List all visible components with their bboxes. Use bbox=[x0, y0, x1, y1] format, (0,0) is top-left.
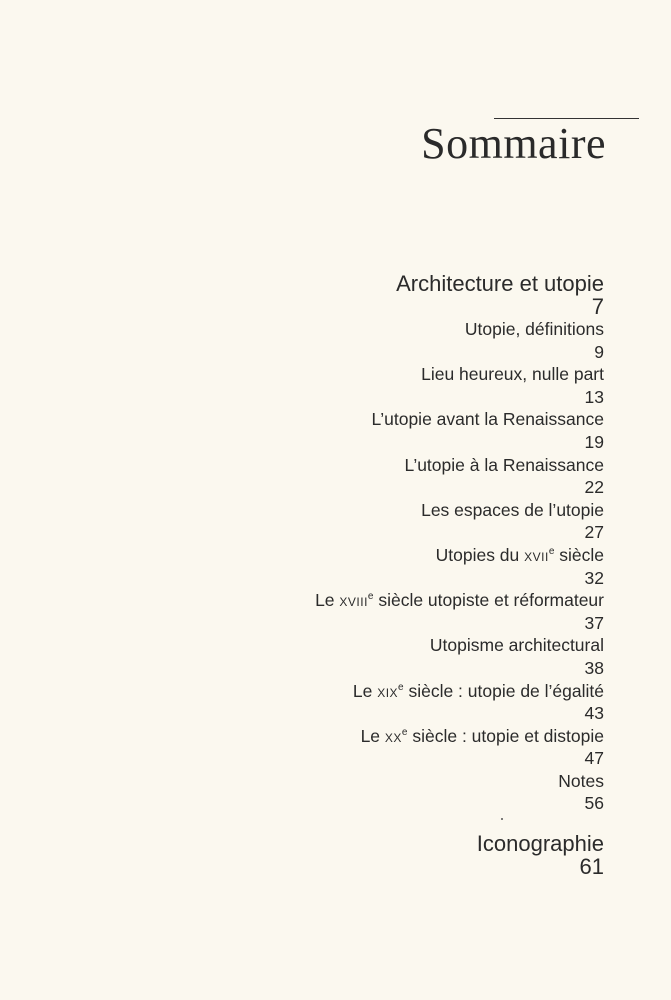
toc-entry-utopies-xviie bbox=[44, 544, 604, 589]
toc-entry-page: 38 bbox=[584, 657, 604, 678]
toc-entry-espaces-utopie bbox=[44, 499, 604, 544]
toc-entry-page: 22 bbox=[584, 477, 604, 498]
toc-label-prefix: Utopies du bbox=[435, 544, 525, 565]
toc-label-superscript: e bbox=[548, 545, 555, 557]
toc-entry-label bbox=[44, 589, 604, 612]
page-title: Sommaire bbox=[421, 119, 606, 168]
toc-entry-label: L’utopie à la Renaissance bbox=[404, 454, 604, 475]
toc-entry-architecture-et-utopie bbox=[44, 272, 604, 318]
toc-entry-page: 13 bbox=[584, 386, 604, 407]
toc-label-century: xx bbox=[384, 725, 402, 746]
print-speck bbox=[501, 818, 503, 820]
toc-label-century: xvii bbox=[524, 544, 549, 565]
toc-entry-label: Iconographie bbox=[476, 831, 604, 857]
toc-label-suffix: siècle bbox=[554, 544, 604, 565]
toc-label-suffix: siècle utopiste et réformateur bbox=[373, 590, 604, 611]
toc-entry-page: 61 bbox=[579, 854, 604, 880]
toc-label-century: xviii bbox=[339, 590, 368, 611]
toc-label-suffix: siècle : utopie de l’égalité bbox=[403, 680, 604, 701]
toc-entry-label bbox=[44, 680, 604, 703]
toc-entry-lieu-heureux bbox=[44, 363, 604, 408]
toc-entry-page: 43 bbox=[584, 703, 604, 724]
toc-entry-page: 47 bbox=[584, 748, 604, 769]
toc-label-prefix: Le bbox=[315, 590, 340, 611]
toc-entry-utopie-definitions bbox=[44, 318, 604, 363]
toc-entry-page: 7 bbox=[591, 294, 604, 319]
toc-label-suffix: siècle : utopie et distopie bbox=[407, 725, 604, 746]
toc-entry-page: 56 bbox=[584, 793, 604, 814]
toc-entry-xixe-siecle bbox=[44, 680, 604, 725]
toc-label-superscript: e bbox=[367, 591, 374, 603]
toc-entry-label: Architecture et utopie bbox=[396, 271, 604, 296]
toc-entry-utopie-avant-renaissance bbox=[44, 408, 604, 453]
toc-entry-iconographie bbox=[44, 832, 604, 878]
toc-entry-label: Utopie, définitions bbox=[464, 319, 604, 339]
toc-entry-label: Les espaces de l’utopie bbox=[421, 499, 604, 520]
toc-entry-page: 9 bbox=[594, 341, 604, 362]
toc-entry-label bbox=[44, 725, 604, 748]
toc-entry-utopie-renaissance bbox=[44, 454, 604, 499]
toc-entry-label bbox=[44, 544, 604, 567]
toc-entry-page: 27 bbox=[584, 522, 604, 543]
toc-entry-notes bbox=[44, 770, 604, 815]
toc-label-prefix: Le bbox=[360, 725, 385, 746]
toc-entry-xxe-siecle bbox=[44, 725, 604, 770]
toc-label-prefix: Le bbox=[352, 680, 378, 701]
toc-entry-label: Notes bbox=[558, 770, 604, 791]
toc-label-superscript: e bbox=[398, 681, 404, 693]
toc-entry-page: 19 bbox=[584, 431, 604, 452]
toc-entry-page: 32 bbox=[584, 567, 604, 588]
toc-entry-label: Utopisme architectural bbox=[429, 635, 604, 656]
table-of-contents bbox=[44, 272, 604, 878]
toc-label-century: xix bbox=[377, 680, 399, 701]
toc-entry-xviiie-siecle bbox=[44, 589, 604, 634]
toc-entry-label: L’utopie avant la Renaissance bbox=[371, 409, 604, 430]
toc-label-superscript: e bbox=[401, 726, 408, 738]
toc-entry-label: Lieu heureux, nulle part bbox=[421, 364, 604, 385]
toc-entry-page: 37 bbox=[584, 612, 604, 633]
toc-entry-utopisme-architectural bbox=[44, 634, 604, 679]
